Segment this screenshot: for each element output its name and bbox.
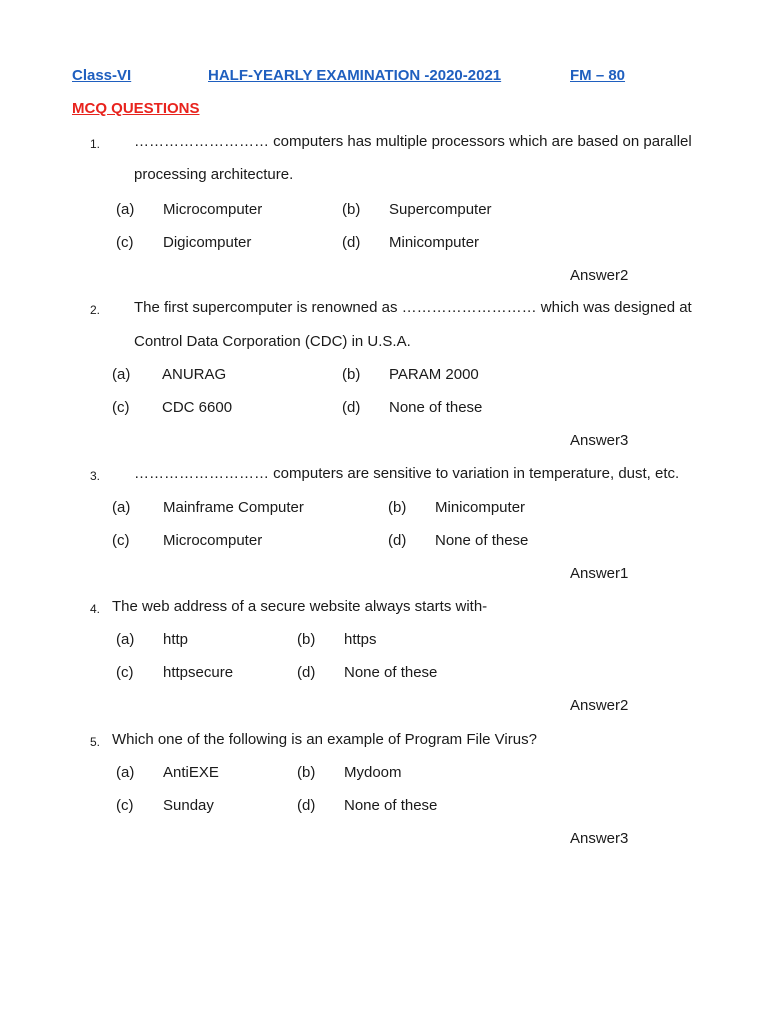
answer-label: Answer2	[570, 267, 629, 284]
option-text: Microcomputer	[163, 201, 263, 218]
option-text: None of these	[344, 797, 438, 814]
option-key: (b)	[297, 764, 316, 781]
option-key: (d)	[342, 234, 361, 251]
option-key: (a)	[116, 764, 135, 781]
option-key: (b)	[342, 201, 361, 218]
option-text: CDC 6600	[162, 399, 233, 416]
option-text: Supercomputer	[389, 201, 492, 218]
option-text: Microcomputer	[163, 532, 263, 549]
option-text: http	[163, 631, 189, 648]
option-key: (c)	[116, 797, 134, 814]
option-key: (d)	[388, 532, 407, 549]
option-key: (a)	[112, 366, 131, 383]
question-text: Which one of the following is an example of Program File Virus?	[112, 731, 537, 748]
answer-label: Answer3	[570, 432, 629, 449]
question-text: The first supercomputer is renowned as ……………………… which was designed at	[134, 299, 692, 316]
answer-label: Answer3	[570, 830, 629, 847]
option-text: AntiEXE	[163, 764, 219, 781]
question-number: 2.	[90, 303, 101, 317]
section-title: MCQ QUESTIONS	[72, 100, 200, 117]
option-key: (a)	[112, 499, 131, 516]
option-key: (b)	[342, 366, 361, 383]
option-text: Sunday	[163, 797, 214, 814]
option-key: (d)	[342, 399, 361, 416]
question-number: 3.	[90, 469, 101, 483]
option-key: (c)	[112, 532, 130, 549]
class-label: Class-VI	[72, 67, 132, 84]
option-text: Minicomputer	[435, 499, 526, 516]
option-text: None of these	[389, 399, 483, 416]
option-text: Mydoom	[344, 764, 402, 781]
option-key: (b)	[388, 499, 407, 516]
option-key: (d)	[297, 797, 316, 814]
question-number: 1.	[90, 137, 101, 151]
option-key: (d)	[297, 664, 316, 681]
option-text: PARAM 2000	[389, 366, 479, 383]
option-key: (c)	[116, 664, 134, 681]
option-text: None of these	[344, 664, 438, 681]
question-text: ……………………… computers are sensitive to variation in temperature, dust, etc.	[134, 465, 680, 482]
option-text: httpsecure	[163, 664, 234, 681]
option-text: None of these	[435, 532, 529, 549]
question-number: 4.	[90, 602, 101, 616]
option-key: (b)	[297, 631, 316, 648]
option-key: (c)	[116, 234, 134, 251]
option-text: Minicomputer	[389, 234, 480, 251]
option-key: (a)	[116, 201, 135, 218]
option-text: https	[344, 631, 377, 648]
question-text: The web address of a secure website always starts with-	[112, 598, 488, 615]
answer-label: Answer1	[570, 565, 629, 582]
full-marks: FM – 80	[570, 67, 626, 84]
exam-title: HALF-YEARLY EXAMINATION -2020-2021	[208, 67, 502, 84]
question-number: 5.	[90, 735, 101, 749]
option-key: (a)	[116, 631, 135, 648]
question-text: ……………………… computers has multiple processors which are based on parallel	[134, 133, 692, 150]
question-text-cont: Control Data Corporation (CDC) in U.S.A.	[134, 333, 411, 350]
option-text: ANURAG	[162, 366, 227, 383]
question-text-cont: processing architecture.	[134, 166, 294, 183]
option-text: Digicomputer	[163, 234, 252, 251]
option-key: (c)	[112, 399, 130, 416]
option-text: Mainframe Computer	[163, 499, 304, 516]
answer-label: Answer2	[570, 697, 629, 714]
